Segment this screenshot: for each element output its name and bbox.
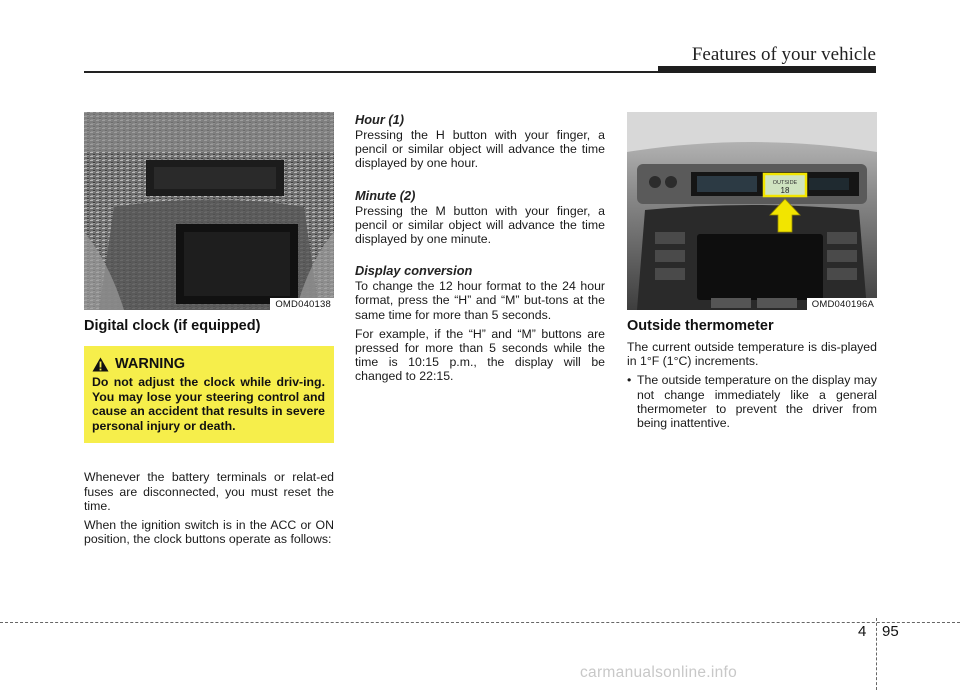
paragraph: Pressing the M button with your finger, a pencil or similar object will advance the time displayed by one minute. [355, 203, 605, 247]
header-rule [84, 71, 664, 73]
bullet-item [627, 373, 877, 430]
bullet-text: The outside temperature on the display may not change immediately like a general thermometer to prevent the driver from being inattentive. [637, 373, 877, 431]
subheading-hour: Hour (1) [355, 112, 405, 127]
section-heading-thermometer: Outside thermometer [627, 318, 774, 334]
display-value: 18 [780, 186, 790, 195]
display-label: OUTSIDE [772, 180, 798, 186]
paragraph: Whenever the battery terminals or relat-ed fuses are disconnected, you must reset the time. [84, 470, 334, 513]
chapter-number: 4 [858, 623, 867, 640]
footer-divider [876, 618, 877, 690]
bullet-mark: • [627, 373, 632, 388]
subheading-display-conversion: Display conversion [355, 263, 473, 279]
thermometer-photo-image [627, 112, 877, 310]
section-heading-clock: Digital clock (if equipped) [84, 318, 261, 334]
paragraph: When the ignition switch is in the ACC or ON position, the clock buttons operate as follows: [84, 517, 334, 547]
clock-photo-image [84, 112, 334, 310]
subheading-minute: Minute (2) [355, 187, 416, 203]
paragraph: For example, if the “H” and “M” buttons are pressed for more than 5 seconds while the time is 10:15 p.m., the display will be changed to 22:15. [355, 326, 605, 384]
page-number: 95 [882, 623, 899, 640]
photo-code: OMD040196A [807, 298, 877, 310]
left-column [84, 112, 334, 551]
clock-photo [84, 112, 334, 310]
right-column [627, 112, 877, 430]
photo-code: OMD040138 [270, 298, 334, 310]
paragraph: The current outside temperature is dis-played in 1°F (1°C) increments. [627, 340, 877, 369]
thermometer-photo [627, 112, 877, 310]
warning-box [84, 346, 334, 443]
middle-column [355, 112, 605, 389]
header-title: Features of your vehicle [691, 44, 876, 65]
header-rule-thick [658, 66, 876, 73]
warning-title: WARNING [115, 356, 186, 372]
paragraph: Pressing the H button with your finger, a pencil or similar object will advance the time displayed by one hour. [355, 128, 605, 171]
watermark: carmanualsonline.info [580, 664, 738, 681]
footer-rule [0, 622, 960, 623]
warning-triangle-icon [92, 357, 109, 372]
warning-text: Do not adjust the clock while driv-ing. You may lose your steering control and cause an accident that results in severe personal injury or death. [92, 375, 325, 433]
paragraph: To change the 12 hour format to the 24 hour format, press the “H” and “M” but-tons at the same time for more than 5 seconds. [355, 279, 605, 322]
